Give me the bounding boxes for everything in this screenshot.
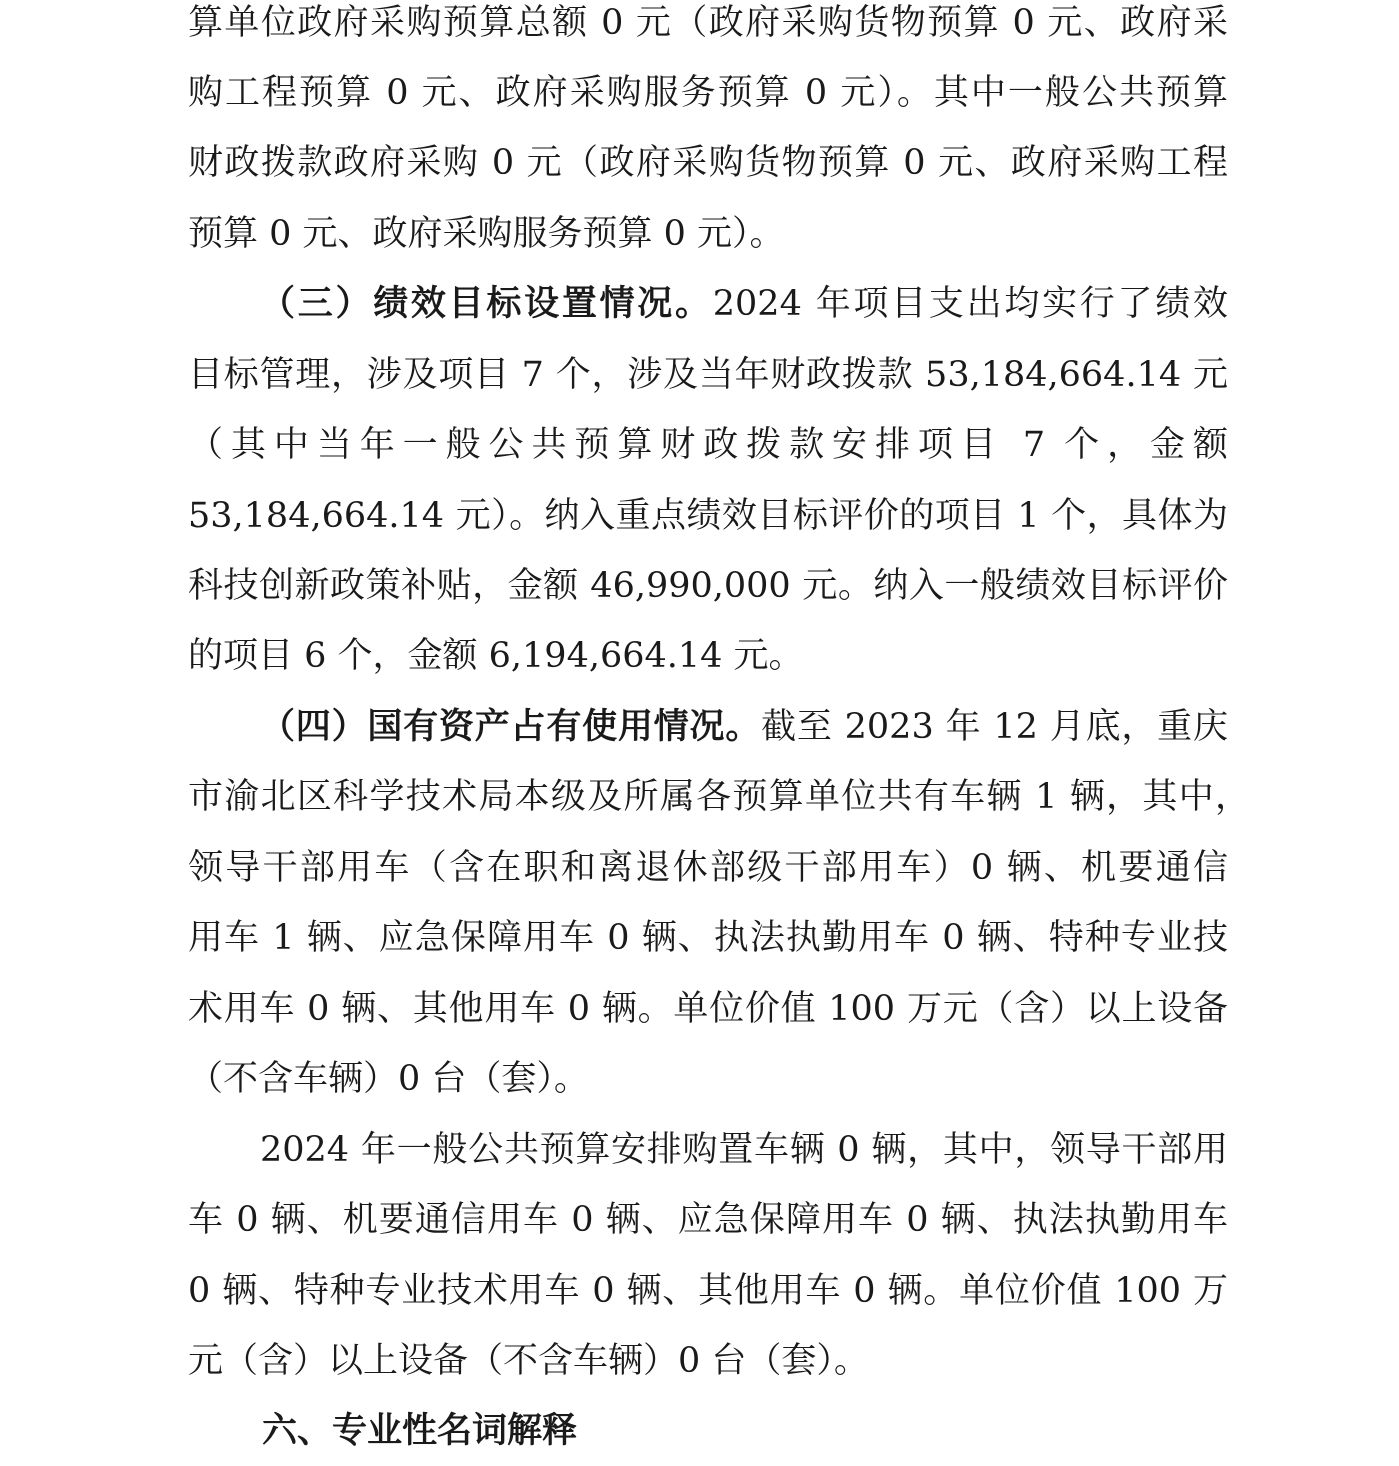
vehicles-line-3: 0 辆、特种专业技术用车 0 辆、其他用车 0 辆。单位价值 100 万 (188, 1271, 1228, 1311)
procurement-line-3: 财政拨款政府采购 0 元（政府采购货物预算 0 元、政府采购工程 (188, 143, 1228, 183)
assets-line-2: 市渝北区科学技术局本级及所属各预算单位共有车辆 1 辆，其中， (188, 777, 1250, 817)
assets-line-1-text: 截至 2023 年 12 月底，重庆 (761, 707, 1228, 747)
procurement-line-1: 算单位政府采购预算总额 0 元（政府采购货物预算 0 元、政府采 (188, 3, 1228, 43)
assets-line-4: 用车 1 辆、应急保障用车 0 辆、执法执勤用车 0 辆、特种专业技 (188, 918, 1228, 958)
assets-line-3: 领导干部用车（含在职和离退休部级干部用车）0 辆、机要通信 (188, 848, 1228, 888)
procurement-line-4: 预算 0 元、政府采购服务预算 0 元）。 (188, 214, 785, 254)
vehicles-line-4: 元（含）以上设备（不含车辆）0 台（套）。 (188, 1341, 869, 1381)
performance-line-1-text: 2024 年项目支出均实行了绩效 (712, 284, 1228, 324)
performance-line-4: 53,184,664.14 元）。纳入重点绩效目标评价的项目 1 个，具体为 (188, 496, 1228, 536)
performance-line-5: 科技创新政策补贴，金额 46,990,000 元。纳入一般绩效目标评价 (188, 566, 1228, 606)
procurement-line-2: 购工程预算 0 元、政府采购服务预算 0 元）。其中一般公共预算 (188, 73, 1228, 113)
assets-line-6: （不含车辆）0 台（套）。 (188, 1059, 589, 1099)
assets-lead: （四）国有资产占有使用情况。 (260, 707, 762, 747)
performance-line-6: 的项目 6 个，金额 6,194,664.14 元。 (188, 636, 804, 676)
vehicles-line-1: 2024 年一般公共预算安排购置车辆 0 辆，其中，领导干部用 (260, 1130, 1228, 1170)
performance-lead: （三）绩效目标设置情况。 (260, 284, 713, 324)
section-six-heading: 六、专业性名词解释 (262, 1411, 578, 1451)
vehicles-line-2: 车 0 辆、机要通信用车 0 辆、应急保障用车 0 辆、执法执勤用车 (188, 1200, 1228, 1240)
performance-line-3: （其中当年一般公共预算财政拨款安排项目 7 个，金额 (188, 425, 1228, 465)
assets-line-5: 术用车 0 辆、其他用车 0 辆。单位价值 100 万元（含）以上设备 (188, 989, 1228, 1029)
performance-line-1 (260, 269, 1228, 339)
performance-line-2: 目标管理，涉及项目 7 个，涉及当年财政拨款 53,184,664.14 元 (188, 355, 1228, 395)
assets-line-1 (260, 692, 1228, 762)
